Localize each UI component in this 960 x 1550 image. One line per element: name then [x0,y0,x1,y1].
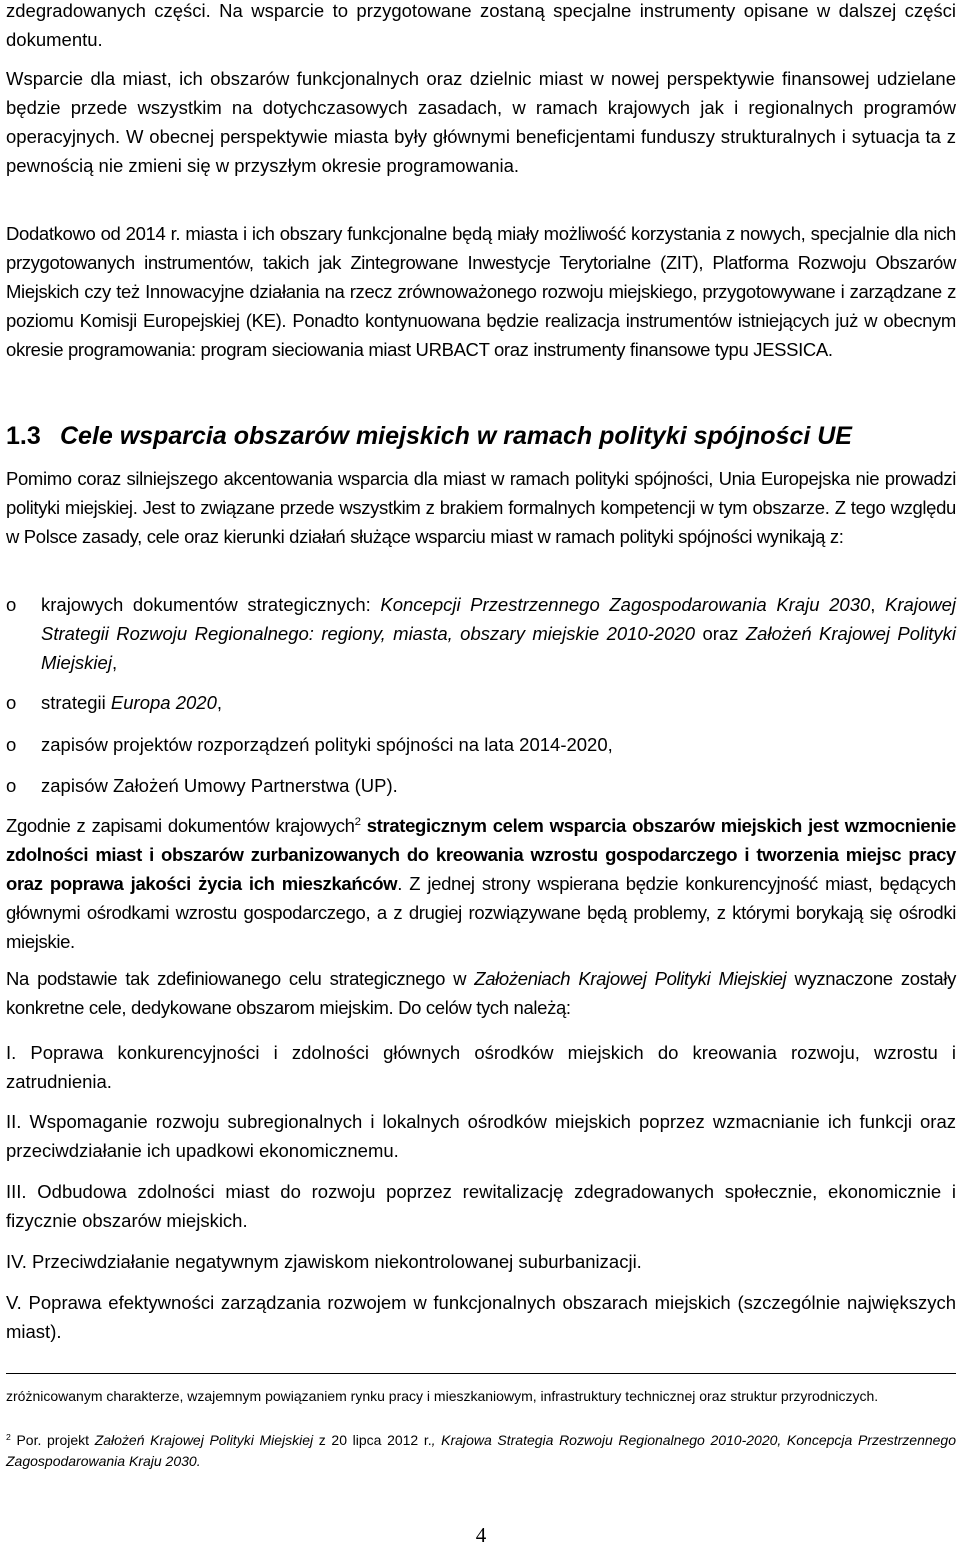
urban-support-paragraph: Wsparcie dla miast, ich obszarów funkcjonalnych oraz dzielnic miast w nowej perspektywie finansowej udzielane będzie przede wszystkim na dotychczasowych zasadach, w ramach krajowych jak i regionalnych programów operacyjnych. W obecnej perspektywie miasta były głównymi beneficjentami funduszy strukturalnych i sytuacja ta z pewnością nie zmieni się w przyszłym okresie programowania. [6,68,956,176]
section-title: Cele wsparcia obszarów miejskich w ramach polityki spójności UE [60,422,852,450]
bullet-marker: o [6,734,17,755]
footnote-separator [6,1373,956,1374]
goal-item: I. Poprawa konkurencyjności i zdolności głównych ośrodków miejskich do kreowania rozwoju, wzrostu i zatrudnienia. [6,1042,956,1092]
section-number: 1.3 [6,422,41,450]
goal-item: V. Poprawa efektywności zarządzania rozwojem w funkcjonalnych obszarach miejskich (szczególnie największych miast). [6,1292,956,1342]
intro-continuation-paragraph: zdegradowanych części. Na wsparcie to przygotowane zostaną specjalne instrumenty opisane w dalszej części dokumentu. [6,0,956,50]
footnote-2: $^2$ Por. projekt Założeń Krajowej Polityki Miejskiej z 20 lipca 2012 r., Krajowa Strategia Rozwoju Regionalnego 2010-2020, Koncepcja Przestrzennego Zagospodarowania Kraju 2030. [6,1431,957,1469]
cohesion-policy-paragraph: Pomimo coraz silniejszego akcentowania wsparcia dla miast w ramach polityki spójności, Unia Europejska nie prowadzi polityki miejskiej. Jest to związane przede wszystkim z brakiem formalnych kompetencji w tym obszarze. Z tego względu w Polsce zasady, cele oraz kierunki działań służące wsparciu miast w ramach polityki spójności wynikają z: [6,468,956,547]
specific-goals-intro-paragraph: Na podstawie tak zdefiniowanego celu strategicznego w Założeniach Krajowej Polityki Miejskiej wyznaczone zostały konkretne cele, dedykowane obszarom miejskim. Do celów tych należą: [6,968,957,1018]
footnote-reference: 2 [354,816,361,829]
strategic-goal-paragraph: Zgodnie z zapisami dokumentów krajowych$^2$ strategicznym celem wsparcia obszarów miejskich jest wzmocnienie zdolności miast i obszarów zurbanizowanych do kreowania wzrostu gospodarczego i tworzenia miejsc pracy oraz poprawa jakości życia ich mieszkańców. Z jednej strony wspierana będzie konkurencyjność miast, będących głównymi ośrodkami wzrostu gospodarczego, a z drugiej rozwiązywane będą problemy, z którymi borykają się ośrodki miejskie. [6,815,956,952]
list-item-text: strategii Europa 2020, [41,692,223,713]
footnote-mark: 2 [6,1431,11,1442]
footnote-continuation: zróżnicowanym charakterze, wzajemnym powiązaniem rynku pracy i mieszkaniowym, infrastruktury technicznej oraz struktur przyrodniczych. [6,1388,879,1404]
bullet-marker: o [6,692,17,713]
bullet-marker: o [6,594,17,615]
new-instruments-paragraph: Dodatkowo od 2014 r. miasta i ich obszary funkcjonalne będą miały możliwość korzystania z nowych, specjalnie dla nich przygotowanych instrumentów, takich jak Zintegrowane Inwestycje Terytorialne (ZIT), Platforma Rozwoju Obszarów Miejskich czy też Innowacyjne działania na rzecz zrównoważonego rozwoju miejskiego, przygotowywane i zarządzane z poziomu Komisji Europejskiej (KE). Ponadto kontynuowana będzie realizacja instrumentów istniejących już w obecnym okresie programowania: program sieciowania miast URBACT oraz instrumenty finansowe typu JESSICA. [6,223,956,360]
page-number: 4 [475,1523,487,1547]
bullet-marker: o [6,775,17,796]
section-heading [6,418,956,454]
goal-item: IV. Przeciwdziałanie negatywnym zjawiskom niekontrolowanej suburbanizacji. [6,1251,642,1272]
list-item-text: krajowych dokumentów strategicznych: Koncepcji Przestrzennego Zagospodarowania Kraju 2030, Krajowej Strategii Rozwoju Regionalnego: regiony, miasta, obszary miejskie 2010-2020 oraz Założeń Krajowej Polityki Miejskiej, [41,594,956,673]
list-item-text: zapisów Założeń Umowy Partnerstwa (UP). [41,775,398,796]
list-item-text: zapisów projektów rozporządzeń polityki spójności na lata 2014-2020, [41,734,613,755]
goal-item: II. Wspomaganie rozwoju subregionalnych i lokalnych ośrodków miejskich poprzez wzmacnianie ich funkcji oraz przeciwdziałanie ich upadkowi ekonomicznemu. [6,1111,956,1161]
goal-item: III. Odbudowa zdolności miast do rozwoju poprzez rewitalizację zdegradowanych społecznie, ekonomicznie i fizycznie obszarów miejskich. [6,1181,956,1231]
